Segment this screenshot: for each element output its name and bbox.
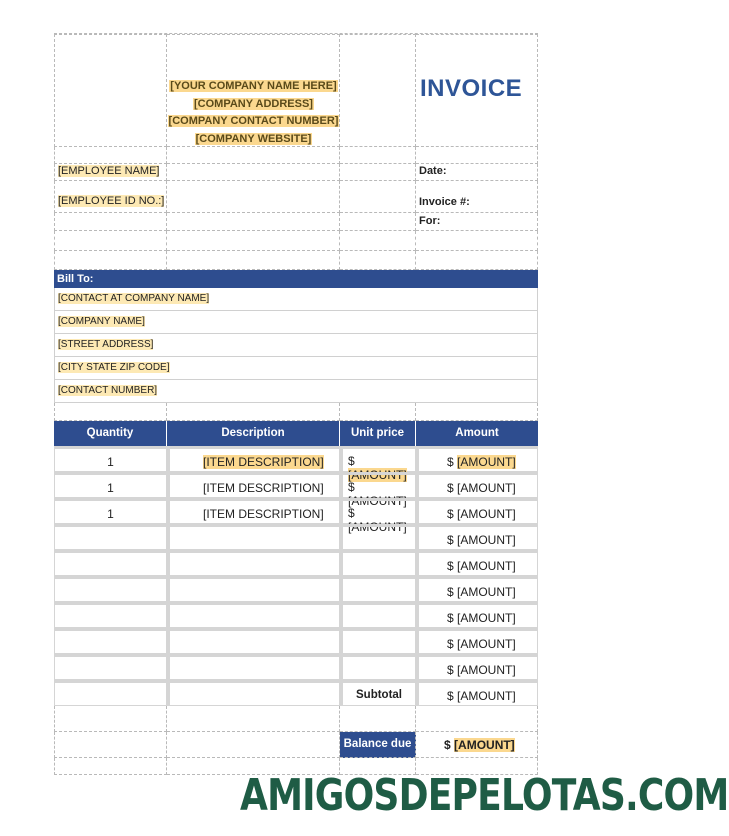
invoice-title-cell xyxy=(416,34,538,147)
bill-to-line: [CONTACT NUMBER] xyxy=(54,380,538,403)
table-row: $ [AMOUNT] xyxy=(54,602,538,628)
items-table-header xyxy=(54,421,538,446)
col-description: Description xyxy=(167,421,340,446)
col-amount: Amount xyxy=(416,421,538,446)
header-empty-cell xyxy=(54,34,167,147)
balance-label: Balance due xyxy=(343,738,412,750)
date-label: Date: xyxy=(419,165,447,177)
header-empty-cell xyxy=(340,34,416,147)
company-address: [COMPANY ADDRESS] xyxy=(194,97,313,110)
table-row: $ [AMOUNT] xyxy=(54,524,538,550)
employee-name: [EMPLOYEE NAME] xyxy=(58,165,160,177)
company-block xyxy=(167,34,340,147)
balance-row: Balance due $ [AMOUNT] xyxy=(54,732,538,758)
company-name: [YOUR COMPANY NAME HERE] xyxy=(170,80,337,92)
company-contact: [COMPANY CONTACT NUMBER] xyxy=(168,115,339,127)
table-row: $ [AMOUNT] xyxy=(54,550,538,576)
table-row: 1 [ITEM DESCRIPTION] $ [AMOUNT] $ [AMOUNT] xyxy=(54,472,538,498)
bill-to-heading: Bill To: xyxy=(54,270,538,288)
subtotal-row xyxy=(54,680,538,706)
subtotal-label: Subtotal xyxy=(356,689,402,701)
subtotal-value: $ [AMOUNT] xyxy=(447,689,516,703)
table-row: 1 [ITEM DESCRIPTION] $ [AMOUNT] $ [AMOUNT] xyxy=(54,446,538,472)
bill-to-line: [CONTACT AT COMPANY NAME] xyxy=(54,288,538,311)
table-row: 1 [ITEM DESCRIPTION] $ [AMOUNT] $ [AMOUNT] xyxy=(54,498,538,524)
col-quantity: Quantity xyxy=(54,421,167,446)
table-row: $ [AMOUNT] xyxy=(54,628,538,654)
table-row: $ [AMOUNT] xyxy=(54,654,538,680)
company-website: [COMPANY WEBSITE] xyxy=(195,132,312,145)
employee-id: [EMPLOYEE ID NO.:] xyxy=(58,195,165,207)
invoice-number-label: Invoice #: xyxy=(419,196,470,208)
col-unit-price: Unit price xyxy=(340,421,416,446)
table-row: $ [AMOUNT] xyxy=(54,576,538,602)
bill-to-line: [CITY STATE ZIP CODE] xyxy=(54,357,538,380)
bill-to-line: [COMPANY NAME] xyxy=(54,311,538,334)
invoice-sheet xyxy=(54,33,538,775)
bill-to-line: [STREET ADDRESS] xyxy=(54,334,538,357)
invoice-title: INVOICE xyxy=(420,75,523,102)
for-label: For: xyxy=(419,215,441,227)
watermark-logo: AMIGOSDEPELOTAS.COM xyxy=(240,770,729,821)
balance-value: [AMOUNT] xyxy=(454,738,515,752)
